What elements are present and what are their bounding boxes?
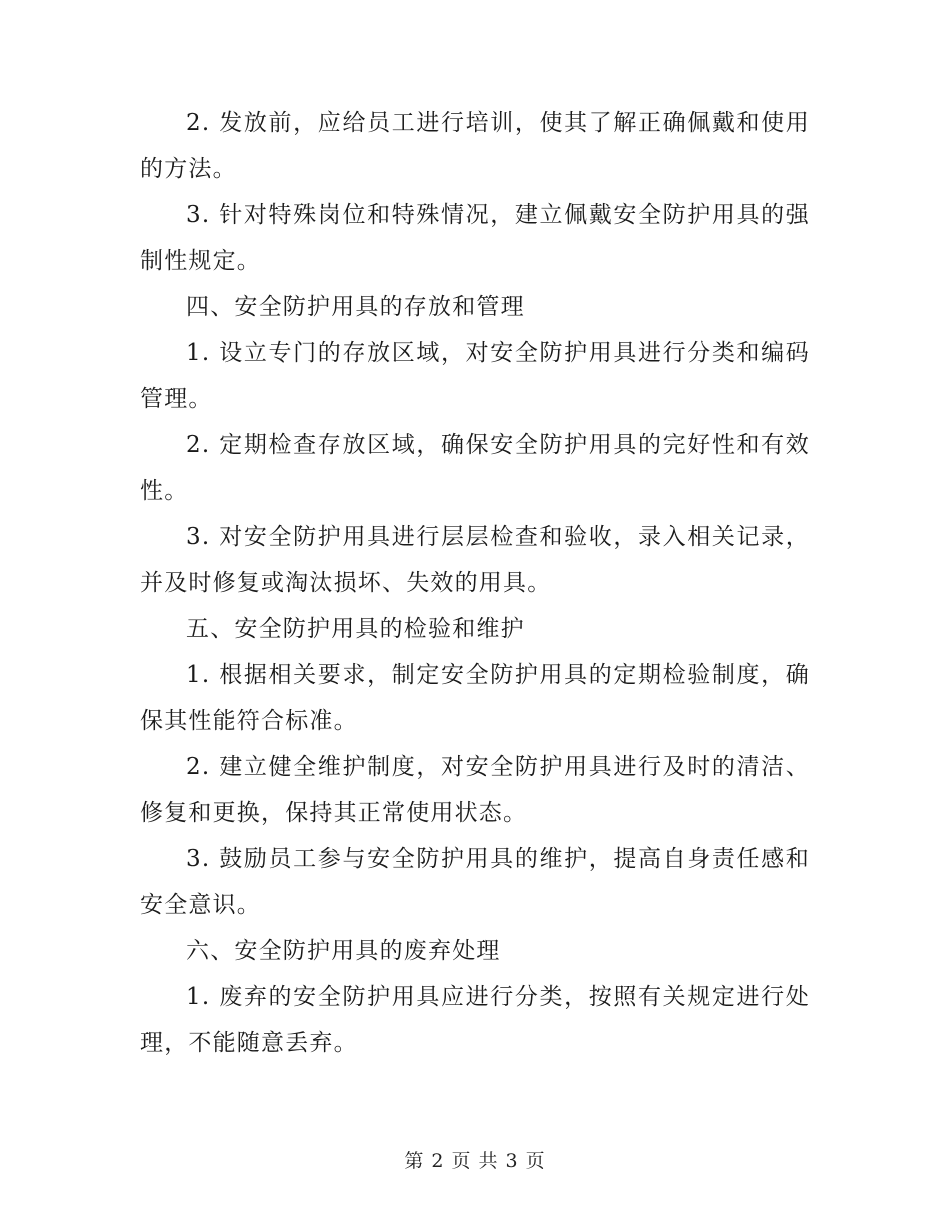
page-number-footer: 第 2 页 共 3 页	[404, 1150, 546, 1172]
paragraph-training: 2. 发放前，应给员工进行培训，使其了解正确佩戴和使用的方法。	[140, 110, 810, 182]
paragraph-layered-inspection: 3. 对安全防护用具进行层层检查和验收，录入相关记录，并及时修复或淘汰损坏、失效的用具。	[140, 524, 810, 596]
paragraph-storage-area: 1. 设立专门的存放区域，对安全防护用具进行分类和编码管理。	[140, 340, 810, 412]
paragraph-disposal-rules: 1. 废弃的安全防护用具应进行分类，按照有关规定进行处理，不能随意丢弃。	[140, 984, 810, 1056]
paragraph-employee-participation: 3. 鼓励员工参与安全防护用具的维护，提高自身责任感和安全意识。	[140, 846, 810, 918]
paragraph-mandatory-rules: 3. 针对特殊岗位和特殊情况，建立佩戴安全防护用具的强制性规定。	[140, 202, 810, 274]
paragraph-inspection-system: 1. 根据相关要求，制定安全防护用具的定期检验制度，确保其性能符合标准。	[140, 662, 810, 734]
document-body	[140, 100, 810, 1066]
section-heading-inspection: 五、安全防护用具的检验和维护	[186, 616, 525, 642]
section-heading-storage: 四、安全防护用具的存放和管理	[186, 294, 525, 320]
paragraph-periodic-check: 2. 定期检查存放区域，确保安全防护用具的完好性和有效性。	[140, 432, 810, 504]
paragraph-maintenance-system: 2. 建立健全维护制度，对安全防护用具进行及时的清洁、修复和更换，保持其正常使用状态。	[140, 754, 810, 826]
section-heading-disposal: 六、安全防护用具的废弃处理	[186, 938, 501, 964]
